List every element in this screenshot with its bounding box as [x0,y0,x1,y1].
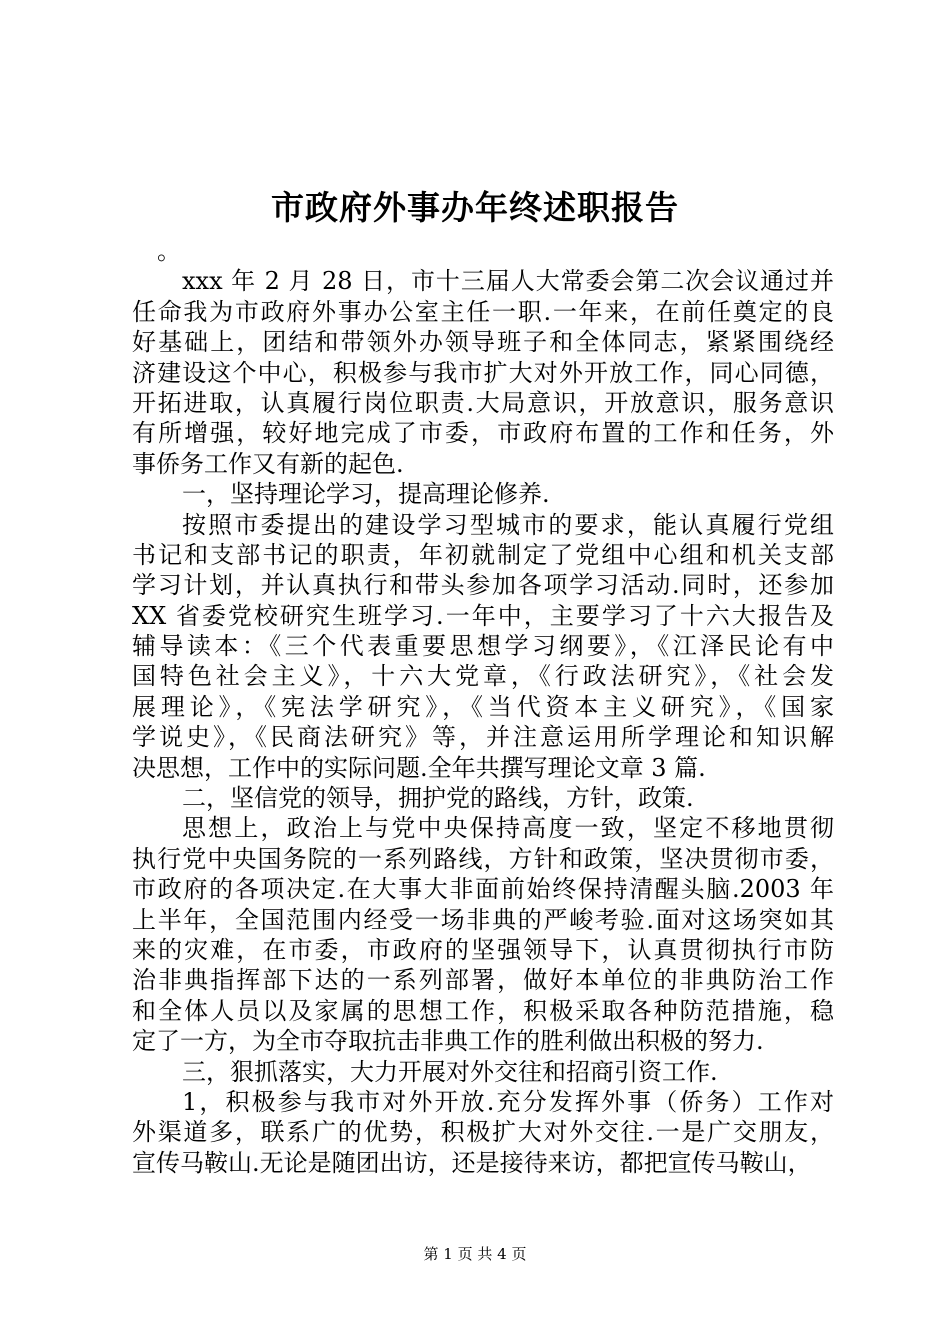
page-footer: 第 1 页 共 4 页 [423,1245,527,1263]
body-line: 好基础上，团结和带领外办领导班子和全体同志，紧紧围绕经 [132,328,834,357]
body-line: 开拓进取，认真履行岗位职责.大局意识，开放意识，服务意识 [132,388,834,417]
body-line: 有所增强，较好地完成了市委，市政府布置的工作和任务，外 [132,419,834,448]
body-line: 书记和支部书记的职责，年初就制定了党组中心组和机关支部 [132,540,834,569]
document-title: 市政府外事办年终述职报告 [271,188,679,227]
body-line: 治非典指挥部下达的一系列部署，做好本单位的非典防治工作 [132,966,834,995]
body-line: 二，坚信党的领导，拥护党的路线，方针，政策. [182,784,694,813]
body-line: 国特色社会主义》，十六大党章，《行政法研究》，《社会发 [132,662,834,691]
body-line: 三，狠抓落实，大力开展对外交往和招商引资工作. [182,1057,718,1086]
body-line: 辅导读本：《三个代表重要思想学习纲要》，《江泽民论有中 [132,632,834,661]
body-line: 决思想，工作中的实际问题.全年共撰写理论文章 3 篇. [132,753,706,782]
body-line: 宣传马鞍山.无论是随团出访，还是接待来访，都把宣传马鞍山， [132,1148,812,1177]
document-body [132,236,834,1178]
body-line: XX 省委党校研究生班学习.一年中，主要学习了十六大报告及 [132,601,834,630]
body-line: 学说史》，《民商法研究》等，并注意运用所学理论和知识解 [132,723,834,752]
body-line: 市政府的各项决定.在大事大非面前始终保持清醒头脑.2003 年 [132,875,834,904]
body-line: 济建设这个中心，积极参与我市扩大对外开放工作，同心同德， [132,358,834,387]
body-line: 。 [157,237,181,265]
body-line: 执行党中央国务院的一系列路线，方针和政策，坚决贯彻市委， [132,844,834,873]
body-line: 一，坚持理论学习，提高理论修养. [182,480,550,509]
body-line: 展理论》，《宪法学研究》，《当代资本主义研究》，《国家 [132,692,834,721]
body-line: 按照市委提出的建设学习型城市的要求，能认真履行党组 [182,510,834,539]
body-line: 任命我为市政府外事办公室主任一职.一年来，在前任奠定的良 [132,297,834,326]
body-line: 定了一方，为全市夺取抗击非典工作的胜利做出积极的努力. [132,1027,764,1056]
body-line: 思想上，政治上与党中央保持高度一致，坚定不移地贯彻 [182,814,834,843]
body-line: xxx 年 2 月 28 日，市十三届人大常委会第二次会议通过并 [182,267,834,296]
body-line: 1，积极参与我市对外开放.充分发挥外事（侨务）工作对 [182,1087,834,1116]
body-line: 事侨务工作又有新的起色. [132,449,404,478]
body-line: 学习计划，并认真执行和带头参加各项学习活动.同时，还参加 [132,571,834,600]
body-line: 外渠道多，联系广的优势，积极扩大对外交往.一是广交朋友， [132,1118,834,1147]
body-line: 上半年，全国范围内经受一场非典的严峻考验.面对这场突如其 [132,905,834,934]
body-line: 来的灾难，在市委，市政府的坚强领导下，认真贯彻执行市防 [132,935,834,964]
body-line: 和全体人员以及家属的思想工作，积极采取各种防范措施，稳 [132,996,834,1025]
